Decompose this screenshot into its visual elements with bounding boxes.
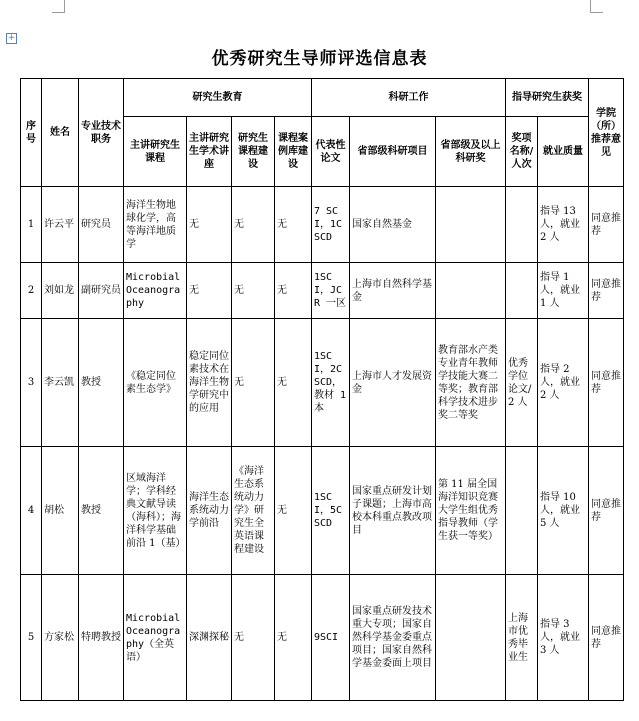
cell-project: 国家重点研发计划子课题；上海市高校本科重点教改项目 [350,447,436,575]
cell-papers: 9SCI [312,575,350,701]
header-papers: 代表性论文 [312,117,350,187]
cell-course: Microbial Oceanography（全英语） [124,575,187,701]
header-provincial-award: 省部级及以上科研奖 [436,117,506,187]
cell-case-build: 无 [275,187,312,263]
cell-papers: 7 SCI，1CSCD [312,187,350,263]
cell-seq: 3 [21,319,42,447]
cell-lecture: 无 [187,187,232,263]
cell-seq: 4 [21,447,42,575]
cell-papers: 1SCI，JCR 一区 [312,263,350,319]
header-grad-edu: 研究生教育 [124,79,312,117]
cell-course: 区域海洋学；学科经典文献导读（海科）；海洋科学基础前沿 1（基） [124,447,187,575]
cell-employment: 指导 3 人，就业 3 人 [538,575,589,701]
cell-award-name: 上海市优秀毕业生 [506,575,538,701]
header-provincial-project: 省部级科研项目 [350,117,436,187]
cell-award-name: 优秀学位论文/2 人 [506,319,538,447]
cell-course-build: 无 [232,319,275,447]
header-main-course: 主讲研究生课程 [124,117,187,187]
page-title: 优秀研究生导师评选信息表 [211,49,428,69]
cell-project: 上海市人才发展资金 [350,319,436,447]
cell-award-name [506,447,538,575]
cell-lecture: 稳定同位素技术在海洋生物学研究中的应用 [187,319,232,447]
header-award-name: 奖项名称/人次 [506,117,538,187]
header-employment: 就业质量 [538,117,589,187]
cell-name: 许云平 [42,187,79,263]
page-corner-mark [590,0,603,13]
table-row [21,187,624,263]
cell-opinion: 同意推荐 [589,447,624,575]
header-course-build: 研究生课程建设 [232,117,275,187]
info-table [20,78,624,701]
cell-course-build: 《海洋生态系统动力学》研究生全英语课程建设 [232,447,275,575]
cell-seq: 2 [21,263,42,319]
cell-case-build: 无 [275,447,312,575]
cell-case-build: 无 [275,575,312,701]
cell-opinion: 同意推荐 [589,319,624,447]
cell-project: 国家自然基金 [350,187,436,263]
cell-employment: 指导 13 人，就业 2 人 [538,187,589,263]
cell-seq: 1 [21,187,42,263]
header-title: 专业技术职务 [79,79,124,187]
table-row [21,263,624,319]
header-research: 科研工作 [312,79,506,117]
cell-opinion: 同意推荐 [589,575,624,701]
cell-course-build: 无 [232,187,275,263]
cell-case-build: 无 [275,319,312,447]
cell-award [436,575,506,701]
page-corner-mark [52,0,65,13]
cell-title: 教授 [79,447,124,575]
cell-name: 胡松 [42,447,79,575]
cell-course-build: 无 [232,575,275,701]
cell-project: 国家重点研发技术重大专项；国家自然科学基金委重点项目；国家自然科学基金委面上项目 [350,575,436,701]
cell-opinion: 同意推荐 [589,263,624,319]
cell-title: 教授 [79,319,124,447]
table-row [21,447,624,575]
cell-award [436,263,506,319]
cell-opinion: 同意推荐 [589,187,624,263]
cell-case-build: 无 [275,263,312,319]
cell-award-name [506,263,538,319]
cell-award-name [506,187,538,263]
table-row [21,319,624,447]
cell-title: 特聘教授 [79,575,124,701]
cell-award: 教育部水产类专业青年教师学技能大赛二等奖；教育部科学技术进步奖二等奖 [436,319,506,447]
cell-lecture: 海洋生态系统动力学前沿 [187,447,232,575]
cell-award [436,187,506,263]
cell-project: 上海市自然科学基金 [350,263,436,319]
cell-course: Microbial Oceanography [124,263,187,319]
cell-title: 副研究员 [79,263,124,319]
header-supervision: 指导研究生获奖 [506,79,589,117]
cell-title: 研究员 [79,187,124,263]
table-move-handle-icon[interactable]: + [7,33,16,43]
header-main-lecture: 主讲研究生学术讲座 [187,117,232,187]
cell-lecture: 无 [187,263,232,319]
cell-name: 李云凯 [42,319,79,447]
cell-papers: 1SCI，5CSCD [312,447,350,575]
header-college-opinion: 学院（所）推荐意见 [589,79,624,187]
cell-employment: 指导 10 人，就业 5 人 [538,447,589,575]
table-row [21,575,624,701]
cell-lecture: 深渊探秘 [187,575,232,701]
cell-papers: 1SCI，2CSCD，教材 1 本 [312,319,350,447]
header-case-build: 课程案例库建设 [275,117,312,187]
cell-employment: 指导 1 人，就业 1 人 [538,263,589,319]
cell-course-build: 无 [232,263,275,319]
cell-seq: 5 [21,575,42,701]
cell-name: 刘如龙 [42,263,79,319]
header-name: 姓名 [42,79,79,187]
cell-employment: 指导 2 人，就业 2 人 [538,319,589,447]
cell-award: 第 11 届全国海洋知识竞赛大学生组优秀指导教师（学生获一等奖） [436,447,506,575]
cell-course: 海洋生物地球化学，高等海洋地质学 [124,187,187,263]
header-seq: 序号 [21,79,42,187]
cell-name: 方家松 [42,575,79,701]
cell-course: 《稳定同位素生态学》 [124,319,187,447]
